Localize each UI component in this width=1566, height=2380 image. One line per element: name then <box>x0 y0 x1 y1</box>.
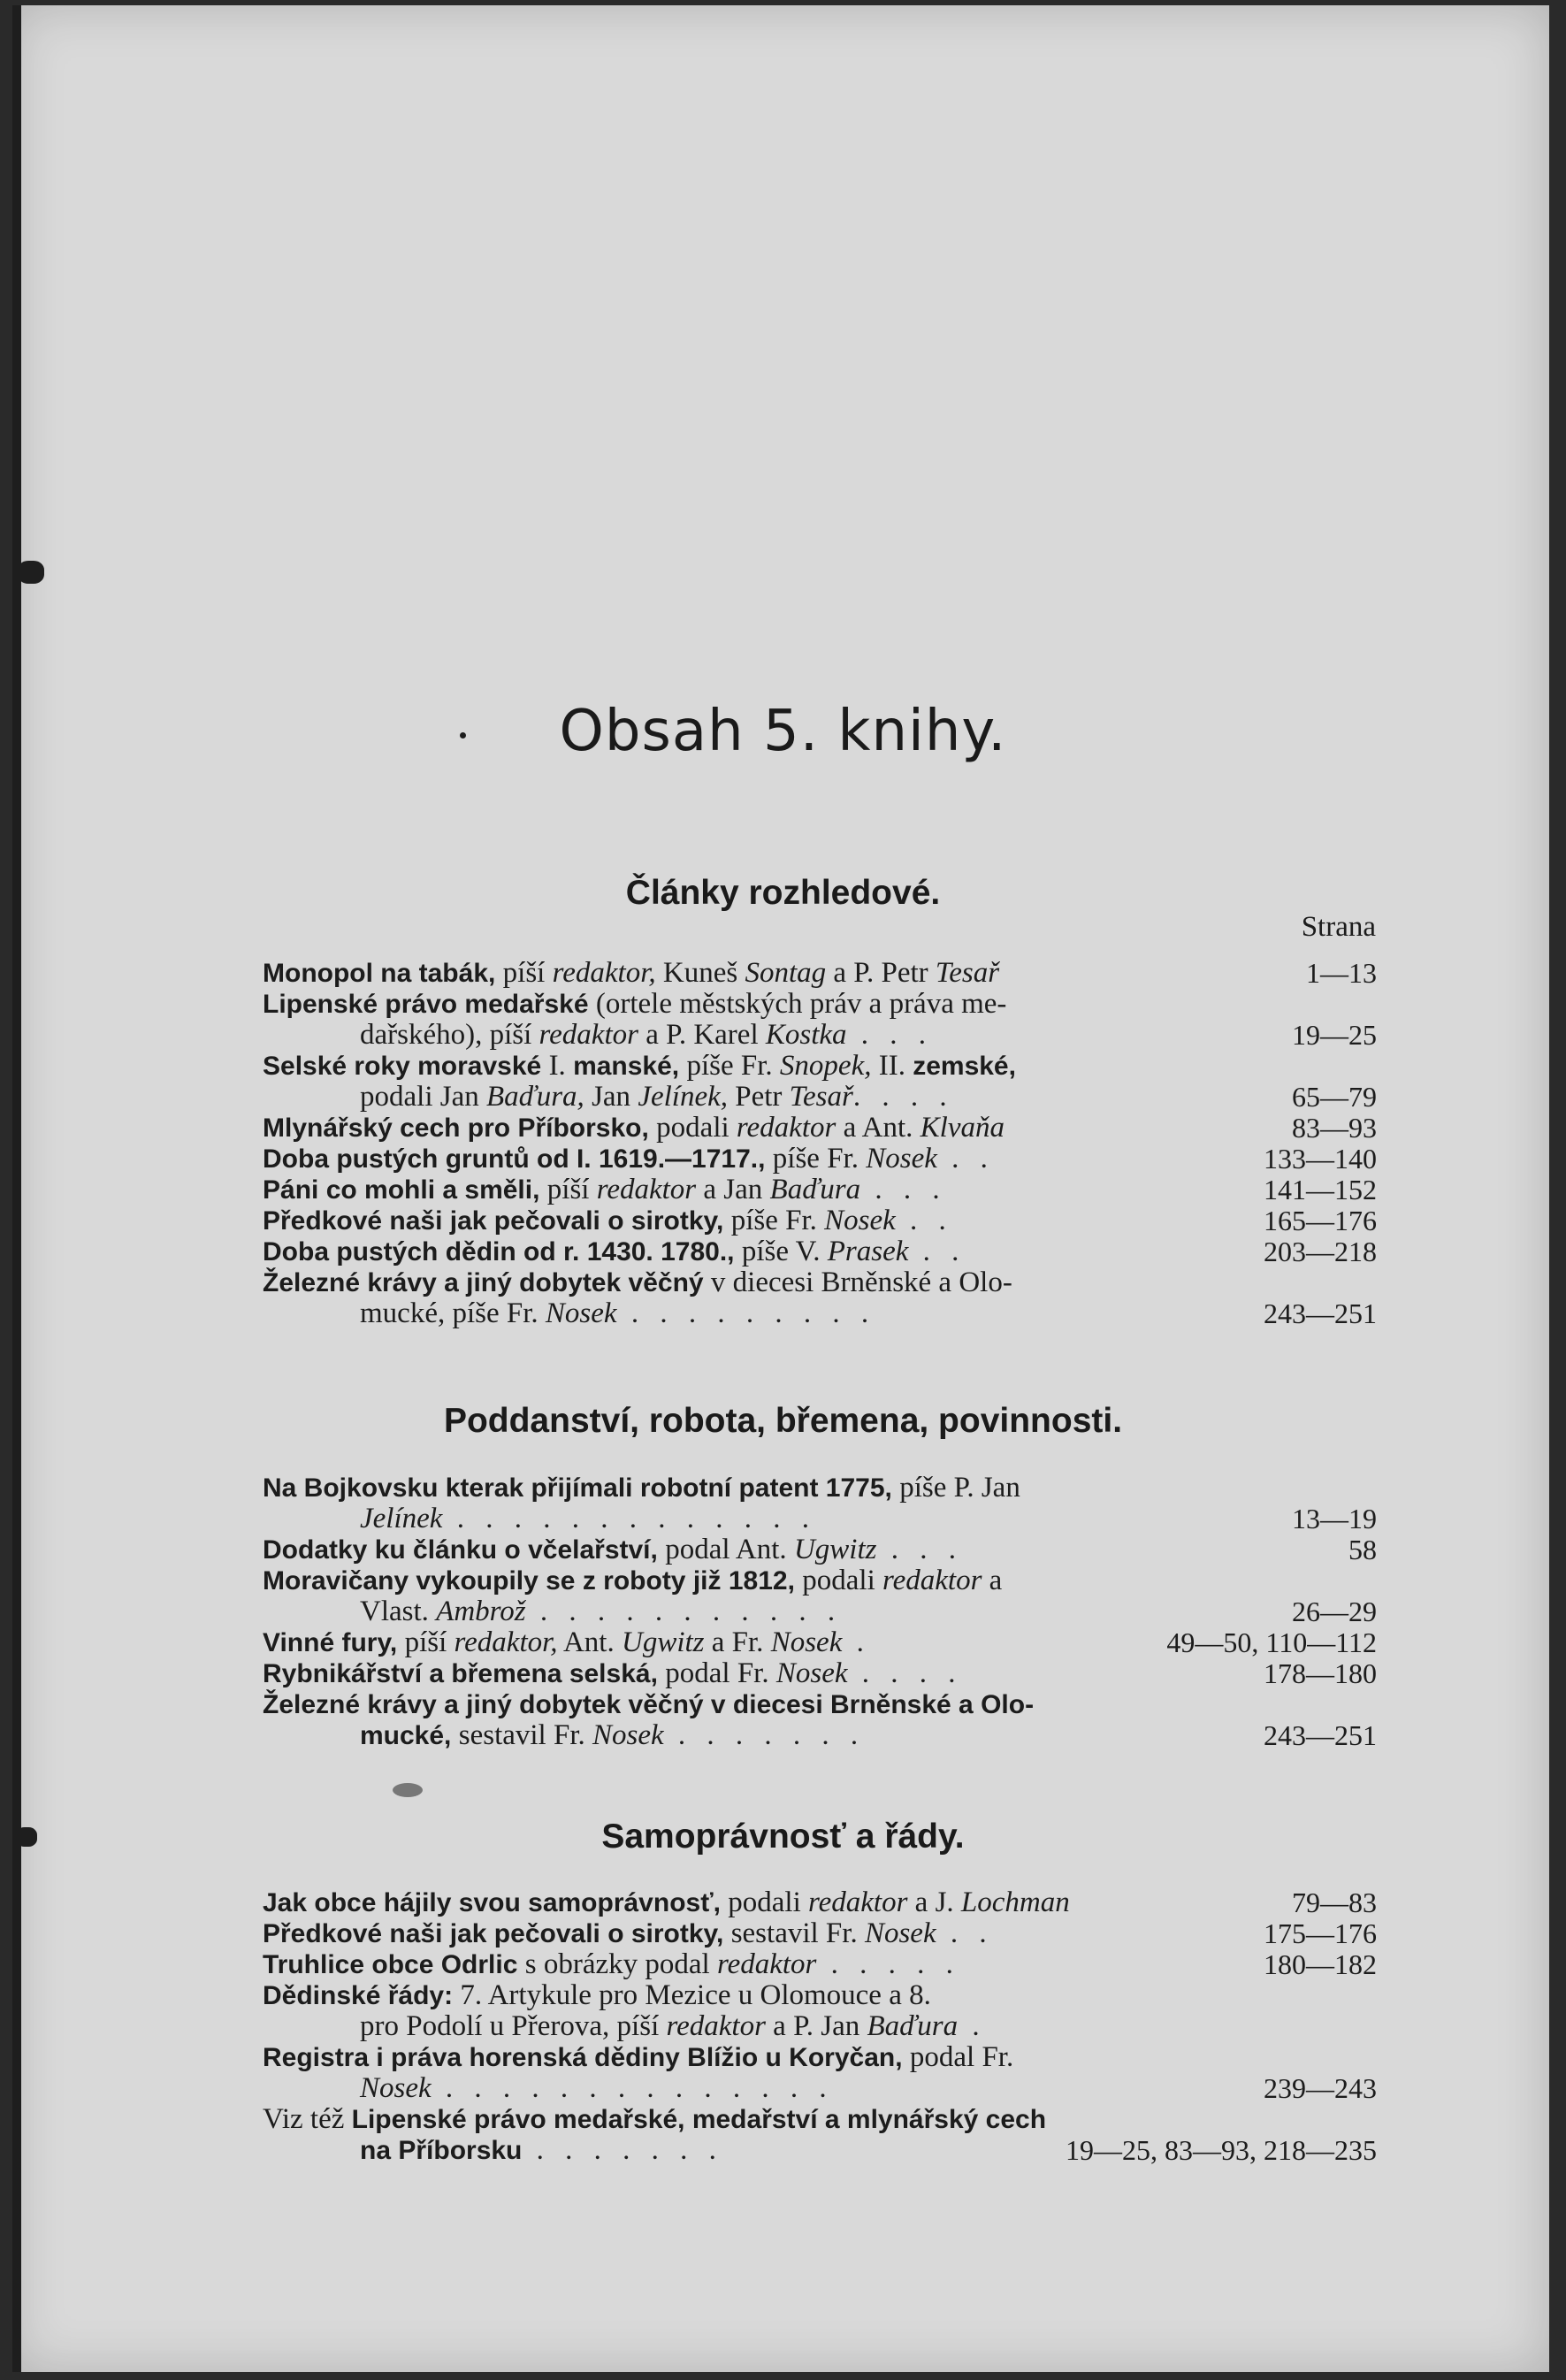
toc-entry-text: Petr <box>728 1082 790 1113</box>
toc-entry-text: Dědinské řády: <box>263 1981 461 2010</box>
toc-entry-text: zemské, <box>913 1052 1016 1081</box>
toc-entry-text: píše P. Jan <box>899 1473 1020 1504</box>
toc-entry-line <box>263 1504 1377 1534</box>
leader-dots: . . . . . . . <box>663 1720 866 1751</box>
toc-entry-text: a P. Karel <box>638 1020 766 1051</box>
toc-page-range: 26—29 <box>1287 1596 1377 1627</box>
toc-entry-text: Železné krávy a jiný dobytek věčný <box>263 1268 711 1297</box>
toc-entry-text: redaktor, <box>552 958 656 989</box>
toc-entry-line <box>263 1720 1377 1751</box>
toc-entry-text: a P. Petr <box>826 958 936 989</box>
toc-entry-text: (ortele městských práv a práva me- <box>595 989 1007 1020</box>
toc-entry-text: Kostka <box>765 1020 847 1051</box>
toc-entry-text: redaktor <box>716 1949 817 1980</box>
toc-entry-text: Nosek <box>545 1298 617 1329</box>
toc-list-clanky-rozhledove <box>263 958 1377 1329</box>
page-title: Obsah 5. knihy. <box>559 699 1007 764</box>
toc-entry-text: Mlynářský cech pro Příborsko, <box>263 1113 657 1143</box>
leader-dots: . . . . . . . . . . . . . <box>442 1504 816 1534</box>
toc-entry-text: Tesař <box>789 1082 853 1113</box>
toc-entry-line <box>263 1267 1377 1298</box>
ink-blot <box>18 561 44 584</box>
toc-entry-text: podali Jan <box>360 1082 486 1113</box>
toc-list-samopravnost <box>263 1887 1377 2166</box>
leader-dots: . . . . . . . . . <box>616 1298 876 1329</box>
toc-entry-text: I. <box>548 1051 574 1082</box>
toc-entry-line <box>263 1051 1377 1082</box>
toc-entry <box>263 1980 1377 2042</box>
toc-entry-line <box>263 1918 1377 1949</box>
toc-entry-text: Baďura <box>769 1175 861 1205</box>
toc-entry-line <box>263 1113 1377 1144</box>
toc-entry-line <box>263 1082 1377 1113</box>
ink-mark <box>393 1783 423 1797</box>
leader-dots: . . . . . . . . . . . <box>525 1596 843 1627</box>
toc-entry <box>263 1205 1377 1236</box>
toc-entry-line <box>263 2011 1377 2042</box>
toc-entry <box>263 1175 1377 1205</box>
toc-entry <box>263 2104 1377 2166</box>
toc-entry-line <box>263 1473 1377 1504</box>
toc-entry-text: a P. Jan <box>765 2011 867 2042</box>
toc-entry-text: Jelínek <box>360 1504 443 1534</box>
toc-entry-text: Truhlice obce Odrlic <box>263 1950 525 1979</box>
toc-entry <box>263 958 1377 989</box>
toc-page-range: 175—176 <box>1258 1918 1377 1949</box>
toc-entry-text: Nosek <box>866 1144 937 1175</box>
toc-entry-text: Klvaňa <box>920 1113 1005 1144</box>
toc-entry-text: Sontag <box>745 958 827 989</box>
toc-entry-text: s obrázky podal <box>524 1949 717 1980</box>
toc-entry-line <box>263 1236 1377 1267</box>
toc-entry <box>263 2042 1377 2104</box>
toc-page-range: 13—19 <box>1287 1504 1377 1534</box>
toc-page-range: 141—152 <box>1258 1175 1377 1205</box>
toc-entry <box>263 1113 1377 1144</box>
toc-page-range: 178—180 <box>1258 1658 1377 1689</box>
toc-page-range: 243—251 <box>1258 1298 1377 1329</box>
toc-entry-text: Lochman <box>960 1887 1070 1918</box>
toc-entry-text: Baďura, <box>485 1082 584 1113</box>
toc-entry-line <box>263 1887 1377 1918</box>
toc-entry-text: Doba pustých dědin od r. 1430. 1780., <box>263 1237 742 1267</box>
toc-entry-text: sestavil Fr. <box>458 1720 592 1751</box>
toc-entry-text: Nosek <box>592 1720 664 1751</box>
toc-entry-text: píší <box>502 958 553 989</box>
toc-page-range: 49—50, 110—112 <box>1161 1627 1377 1658</box>
toc-entry-text: Ambrož <box>436 1596 526 1627</box>
toc-entry-text: Baďura <box>867 2011 959 2042</box>
toc-entry-text: Kuneš <box>655 958 745 989</box>
leader-dots: . . . . <box>852 1082 954 1113</box>
toc-entry-text: a J. <box>907 1887 961 1918</box>
toc-page-range: 83—93 <box>1287 1113 1377 1144</box>
toc-entry-text: mucké, <box>360 1721 459 1750</box>
toc-entry-text: Dodatky ku článku o včelařství, <box>263 1535 666 1565</box>
toc-page-range: 239—243 <box>1258 2073 1377 2104</box>
toc-entry-text: Viz též <box>263 2104 352 2135</box>
toc-entry-text: Páni co mohli a směli, <box>263 1175 547 1205</box>
toc-entry-text: II. <box>871 1051 913 1082</box>
toc-entry-text: redaktor <box>539 1020 638 1051</box>
toc-entry-text: Předkové naši jak pečovali o sirotky, <box>263 1206 731 1236</box>
toc-page-range: 79—83 <box>1287 1887 1377 1918</box>
toc-page-range: 65—79 <box>1287 1082 1377 1113</box>
toc-entry-text: a Ant. <box>836 1113 921 1144</box>
toc-entry-line <box>263 1144 1377 1175</box>
toc-entry-text: redaktor <box>736 1113 836 1144</box>
toc-entry-line <box>263 1298 1377 1329</box>
toc-entry-text: a <box>982 1565 1003 1596</box>
toc-entry <box>263 1565 1377 1627</box>
toc-entry-text: Nosek <box>360 2073 432 2104</box>
toc-list-poddanstvi <box>263 1473 1377 1751</box>
toc-entry-text: Tesař <box>935 958 1000 989</box>
toc-entry-text: píší <box>404 1627 455 1658</box>
toc-entry-text: podali <box>802 1565 882 1596</box>
leader-dots: . . . . . . . . . . . . . . <box>431 2073 834 2104</box>
leader-dots: . . <box>895 1205 953 1236</box>
toc-entry-text: Lipenské právo medařské <box>263 990 596 1019</box>
toc-entry-text: redaktor <box>666 2011 766 2042</box>
toc-page-range: 203—218 <box>1258 1236 1377 1267</box>
page-column-label: Strana <box>1301 911 1376 943</box>
toc-entry-line <box>263 1534 1377 1565</box>
toc-page-range: 19—25, 83—93, 218—235 <box>1060 2135 1377 2166</box>
toc-entry <box>263 1267 1377 1329</box>
toc-entry-line <box>263 958 1377 989</box>
toc-entry-text: a Jan <box>696 1175 770 1205</box>
toc-entry-line <box>263 1596 1377 1627</box>
toc-entry <box>263 1689 1377 1751</box>
toc-entry-text: redaktor <box>807 1887 908 1918</box>
toc-entry-text: Nosek <box>864 1918 936 1949</box>
toc-entry-line <box>263 2073 1377 2104</box>
toc-entry-text: Vlast. <box>360 1596 437 1627</box>
toc-entry-line <box>263 1175 1377 1205</box>
leader-dots: . <box>958 2011 987 2042</box>
toc-entry-text: Nosek <box>770 1627 843 1658</box>
toc-entry-text: Železné krávy a jiný dobytek věčný v diecesi Brněnské a Olo- <box>263 1690 1035 1719</box>
toc-entry-text: podali <box>728 1887 808 1918</box>
toc-entry-text: Ant. <box>557 1627 622 1658</box>
toc-entry-text: Monopol na tabák, <box>263 959 503 988</box>
toc-entry-text: Ugwitz <box>621 1627 705 1658</box>
toc-entry-line <box>263 1020 1377 1051</box>
toc-entry-text: Registra i práva horenská dědiny Blížio u Koryčan, <box>263 2043 910 2072</box>
toc-entry-line <box>263 1658 1377 1689</box>
section-title-samopravnost: Samoprávnosť a řády. <box>601 1818 965 1856</box>
toc-entry-text: Selské roky moravské <box>263 1052 549 1081</box>
section-title-clanky-rozhledove: Články rozhledové. <box>625 874 941 912</box>
toc-page-range: 58 <box>1343 1534 1377 1565</box>
leader-dots: . . . . . . . <box>522 2135 723 2166</box>
toc-entry-line <box>263 989 1377 1020</box>
toc-entry <box>263 1887 1377 1918</box>
toc-entry-text: podali <box>656 1113 737 1144</box>
toc-entry-text: Vinné fury, <box>263 1628 405 1657</box>
toc-entry-text: Snopek, <box>779 1051 872 1082</box>
toc-entry-text: podal Ant. <box>665 1534 794 1565</box>
toc-entry-text: Ugwitz <box>793 1534 877 1565</box>
toc-entry-text: Jan <box>584 1082 638 1113</box>
toc-entry-line <box>263 1949 1377 1980</box>
toc-entry-text: mucké, píše Fr. <box>360 1298 546 1329</box>
toc-entry-text: redaktor <box>596 1175 697 1205</box>
toc-entry-text: redaktor, <box>454 1627 558 1658</box>
toc-entry-text: 7. Artykule pro Mezice u Olomouce a 8. <box>460 1980 931 2011</box>
toc-page-range: 165—176 <box>1258 1205 1377 1236</box>
toc-entry <box>263 1658 1377 1689</box>
leader-dots: . . . <box>846 1020 934 1051</box>
toc-entry-text: manské, <box>573 1052 687 1081</box>
toc-entry-text: píše Fr. <box>686 1051 780 1082</box>
toc-page-range: 243—251 <box>1258 1720 1377 1751</box>
toc-entry <box>263 1627 1377 1658</box>
toc-entry-text: redaktor <box>882 1565 982 1596</box>
toc-entry-text: Rybnikářství a břemena selská, <box>263 1659 666 1688</box>
toc-entry-text: Lipenské právo medařské, medařství a mlynářský cech <box>351 2105 1047 2134</box>
toc-entry <box>263 1949 1377 1980</box>
leader-dots: . . <box>936 1144 995 1175</box>
toc-entry <box>263 1534 1377 1565</box>
toc-entry-line <box>263 1205 1377 1236</box>
toc-entry <box>263 1918 1377 1949</box>
leader-dots: . . <box>936 1918 994 1949</box>
binding-edge-mark <box>12 5 21 2372</box>
toc-entry-text: pro Podolí u Přerova, píší <box>360 2011 667 2042</box>
toc-entry-text: píší <box>546 1175 597 1205</box>
toc-entry-text: sestavil Fr. <box>730 1918 865 1949</box>
leader-dots: . . <box>908 1236 966 1267</box>
toc-entry <box>263 1473 1377 1534</box>
toc-entry-text: Nosek <box>824 1205 896 1236</box>
toc-entry-text: píše Fr. <box>772 1144 867 1175</box>
leader-dots: . . . . <box>847 1658 963 1689</box>
toc-entry-text: Jelínek, <box>638 1082 728 1113</box>
leader-dots: . <box>842 1627 871 1658</box>
leader-dots: . . . . . <box>816 1949 960 1980</box>
toc-entry <box>263 1236 1377 1267</box>
leader-dots: . . . <box>860 1175 947 1205</box>
section-title-poddanstvi: Poddanství, robota, břemena, povinnosti. <box>443 1402 1123 1440</box>
toc-entry-line <box>263 2104 1377 2135</box>
toc-entry-text: Jak obce hájily svou samoprávnosť, <box>263 1888 729 1917</box>
toc-entry-text: Nosek <box>775 1658 848 1689</box>
toc-entry-text: píše Fr. <box>730 1205 825 1236</box>
toc-entry <box>263 1144 1377 1175</box>
toc-page-range: 133—140 <box>1258 1144 1377 1175</box>
toc-page-range: 180—182 <box>1258 1949 1377 1980</box>
toc-entry-line <box>263 1689 1377 1720</box>
toc-entry-text: píše V. <box>741 1236 828 1267</box>
toc-entry-text: a Fr. <box>704 1627 771 1658</box>
toc-entry <box>263 989 1377 1051</box>
toc-entry-line <box>263 1565 1377 1596</box>
toc-page-range: 1—13 <box>1301 958 1377 989</box>
toc-entry-text: dařského), píší <box>360 1020 539 1051</box>
toc-entry-text: na Příborsku <box>360 2136 523 2165</box>
toc-page-range: 19—25 <box>1287 1020 1377 1051</box>
toc-entry-line <box>263 2042 1377 2073</box>
leader-dots: . . . <box>876 1534 963 1565</box>
toc-entry-text: Moravičany vykoupily se z roboty již 1812, <box>263 1566 803 1596</box>
toc-entry-line <box>263 1980 1377 2011</box>
toc-entry-text: Prasek <box>827 1236 909 1267</box>
toc-entry-text: Na Bojkovsku kterak přijímali robotní patent 1775, <box>263 1473 900 1503</box>
toc-entry-text: podal Fr. <box>909 2042 1014 2073</box>
toc-entry-text: Předkové naši jak pečovali o sirotky, <box>263 1919 731 1948</box>
toc-entry-text: v diecesi Brněnské a Olo- <box>710 1267 1012 1298</box>
toc-entry-text: Doba pustých gruntů od I. 1619.—1717., <box>263 1144 773 1174</box>
toc-entry <box>263 1051 1377 1113</box>
toc-entry-text: podal Fr. <box>665 1658 776 1689</box>
